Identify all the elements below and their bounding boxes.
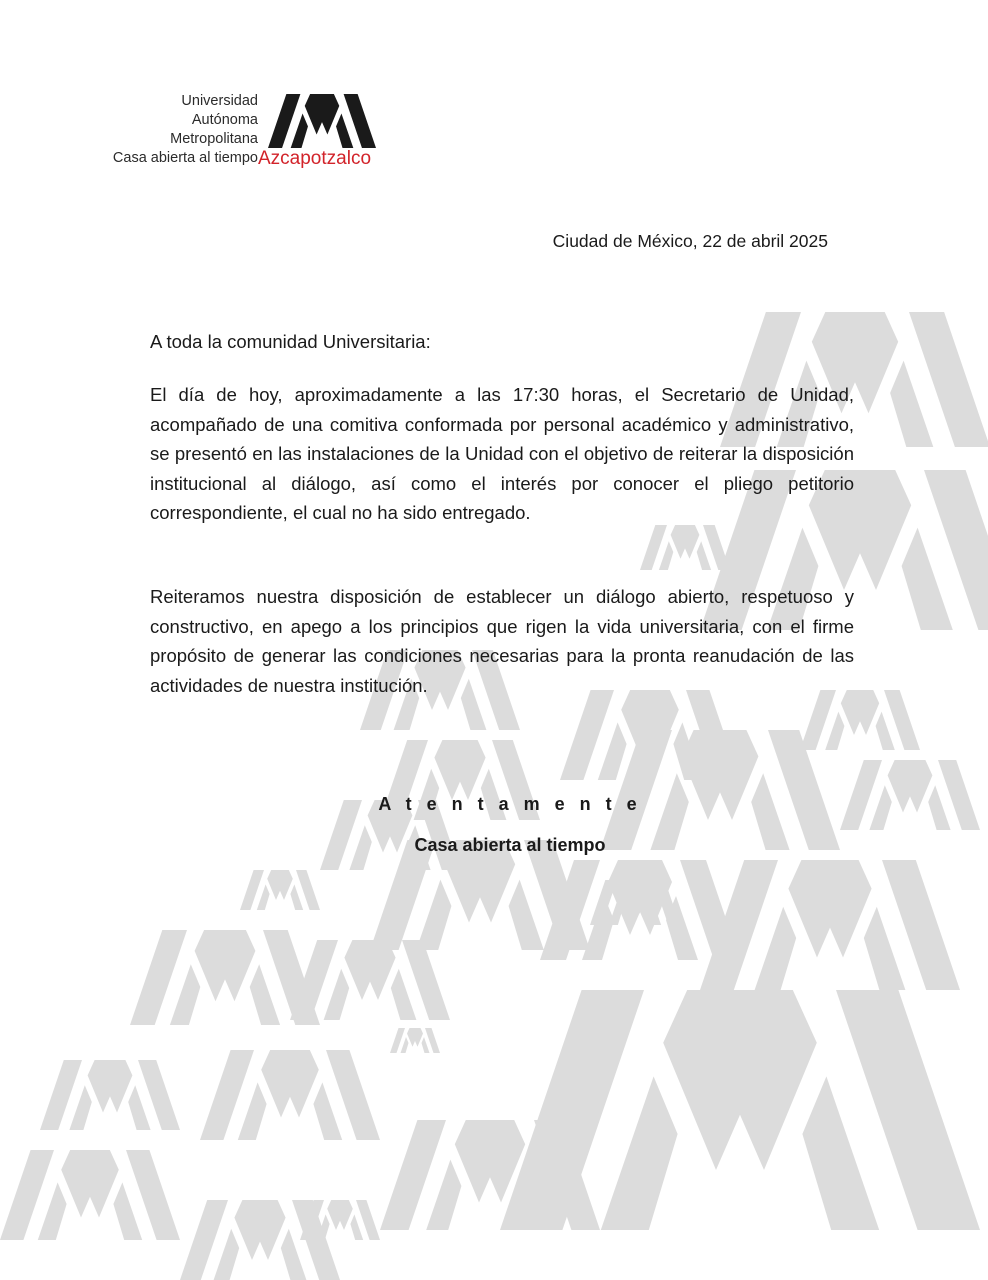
greeting: A toda la comunidad Universitaria:: [150, 331, 431, 352]
uam-logo-icon: [262, 94, 382, 148]
university-line-2: Autónoma: [191, 112, 258, 128]
closing-motto: Casa abierta al tiempo: [414, 835, 606, 855]
paragraph-1: El día de hoy, aproximadamente a las 17:30 horas, el Secretario de Unidad, acompañado de una comitiva conformada por personal académico y administrativo, se presentó en las instalaciones de la Unidad con el objetivo de reiterar la disposición institucional al diálogo, así como el interés por conocer el pliego petitorio correspondiente, el cual no ha sido entregado.: [150, 384, 854, 524]
university-name: [113, 92, 258, 168]
letterhead: [90, 92, 390, 178]
university-slogan: Casa abierta al tiempo: [112, 150, 258, 166]
paragraph-2: Reiteramos nuestra disposición de establecer un diálogo abierto, respetuoso y constructivo, en apego a los principios que rigen la vida universitaria, con el firme propósito de generar las condiciones necesarias para la pronta reanudación de las actividades de nuestra institución.: [150, 586, 854, 696]
university-line-3: Metropolitana: [170, 131, 258, 147]
campus-name: Azcapotzalco: [258, 148, 372, 169]
university-line-1: Universidad: [181, 93, 258, 109]
closing-salutation: A t e n t a m e n t e: [378, 794, 642, 814]
date-line: Ciudad de México, 22 de abril 2025: [552, 231, 828, 251]
